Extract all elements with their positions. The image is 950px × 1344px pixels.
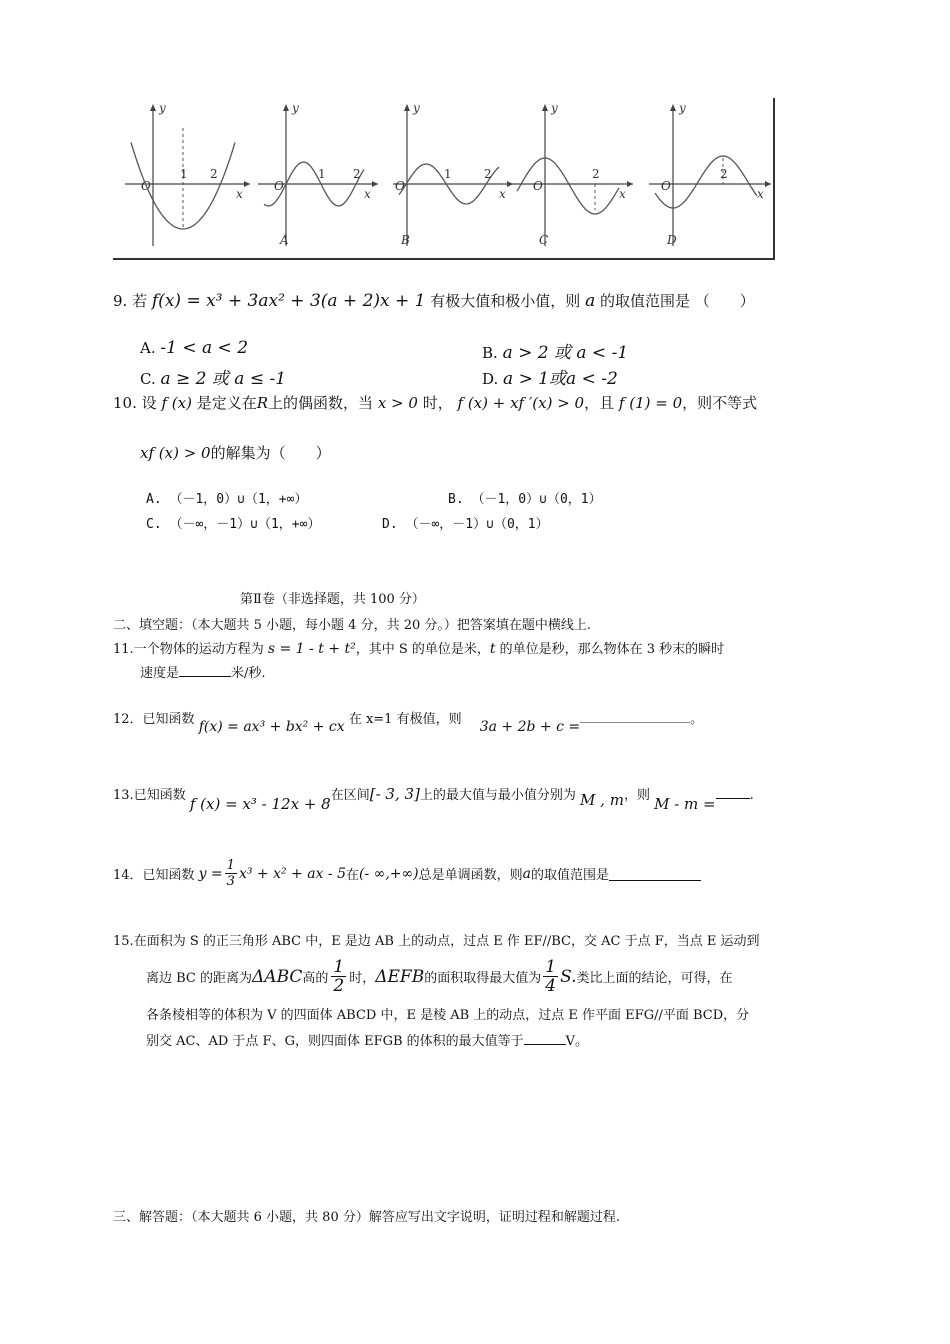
q10-formula: f (x): [161, 394, 192, 412]
q11-line2: [140, 662, 266, 681]
graphs-svg: [113, 98, 773, 258]
q10-line2: [140, 442, 331, 463]
y-axis-arrow-icon: [150, 104, 156, 111]
q14-text: 的取值范围是: [531, 868, 610, 883]
axis-label-x: x: [757, 187, 764, 201]
q15-text: 离边 BC 的距离为: [146, 971, 253, 986]
q12-text: 在 x=1 有极值，则: [348, 712, 462, 727]
q12-formula: 3a + 2b + c =: [479, 719, 581, 735]
fraction-numerator: 1: [226, 858, 235, 873]
answer-blank[interactable]: [179, 662, 231, 677]
q10-option-b: [448, 488, 602, 507]
fraction-denominator: 4: [545, 976, 557, 996]
q10-text: ，且: [584, 394, 615, 412]
q10-formula: x > 0: [377, 394, 418, 412]
part2-title: 第Ⅱ卷（非选择题，共 100 分）: [240, 592, 425, 607]
q10-formula: f (1) = 0: [618, 394, 683, 412]
graph-label-a: A: [280, 233, 289, 247]
q15-fraction-half: [331, 958, 346, 995]
option-label: A.: [146, 492, 162, 507]
axis-label-y: y: [413, 101, 420, 115]
q9-prefix: 若: [132, 292, 148, 310]
question-11: [113, 638, 724, 657]
axis-label-x: x: [364, 187, 371, 201]
q15-text: 别交 AC、AD 于点 F、G，则四面体 EFGB 的体积的最大值等于: [146, 1034, 524, 1049]
answer-blank[interactable]: [524, 1030, 566, 1045]
option-text: （－∞，－1）∪（0，1）: [405, 517, 549, 532]
fraction-numerator: 1: [333, 957, 345, 977]
q9-formula: f(x) = x³ + 3ax² + 3(a + 2)x + 1: [151, 291, 426, 311]
q12-text: 已知函数: [142, 712, 195, 727]
question-15: [113, 930, 759, 949]
q9-tail: 的取值范围是 （ ）: [599, 292, 755, 310]
q11-text: ，其中 S 的单位是米，: [355, 642, 490, 657]
q10-text: 上的偶函数，当: [268, 394, 374, 412]
option-text: （－1，0）∪（0，1）: [471, 492, 602, 507]
q15-s: S.: [560, 966, 577, 987]
x-axis-arrow-icon: [244, 181, 250, 187]
fill-in-section-heading: 二、填空题：（本大题共 5 小题，每小题 4 分，共 20 分。）把答案填在题中横线上.: [113, 618, 592, 633]
q10-option-d: [382, 513, 549, 532]
q13-text: .: [749, 788, 754, 803]
question-10: [113, 392, 757, 413]
tick-label-2: 2: [592, 167, 600, 181]
q13-interval: [- 3, 3]: [369, 785, 420, 803]
origin-label: O: [141, 179, 151, 193]
q9-option-b: [482, 338, 628, 363]
q11-text: 一个物体的运动方程为: [133, 642, 264, 657]
x-axis-arrow-icon: [372, 181, 378, 187]
option-label: B.: [448, 492, 464, 507]
q13-mm: M , m: [580, 791, 624, 809]
q14-text: 总是单调函数，则: [418, 868, 523, 883]
q14-fraction: [225, 858, 237, 889]
q11-text: 的单位是秒，那么物体在 3 秒末的瞬时: [495, 642, 725, 657]
q11-number: 11.: [113, 642, 134, 657]
graph-figures: [113, 98, 775, 260]
answer-blank[interactable]: [609, 866, 701, 881]
q15-fraction-quarter: [543, 958, 558, 995]
q14-interval: (- ∞,+∞): [359, 865, 419, 882]
question-14: [113, 858, 701, 889]
option-text: （－∞，－1）∪（1，+∞）: [169, 517, 321, 532]
q11-text: 米/秒.: [231, 666, 266, 681]
graph-label-b: B: [401, 233, 410, 247]
option-text: a > 2 或 a < -1: [502, 343, 629, 363]
option-text: -1 < a < 2: [160, 338, 249, 358]
q10-text: 设: [141, 394, 157, 412]
origin-label: O: [661, 179, 671, 193]
option-text: （－1，0）∪（1，+∞）: [169, 492, 308, 507]
tick-label-1: 1: [180, 167, 188, 181]
q9-option-a: [140, 338, 248, 358]
tick-label-2: 2: [484, 167, 492, 181]
q9-number: 9.: [113, 292, 128, 310]
origin-label: O: [395, 179, 405, 193]
option-label: D.: [382, 517, 398, 532]
axis-label-x: x: [236, 187, 243, 201]
q12-text: 。: [690, 712, 704, 727]
fraction-denominator: 2: [333, 976, 345, 996]
q11-text: 速度是: [140, 666, 180, 681]
q10-option-a: [146, 488, 307, 507]
axis-label-y: y: [679, 101, 686, 115]
option-text: a ≥ 2 或 a ≤ -1: [160, 369, 287, 389]
option-text: a > 1或a < -2: [503, 369, 618, 389]
q10-formula: f (x) + xf ′(x) > 0: [457, 394, 585, 412]
tick-label-1: 1: [444, 167, 452, 181]
q15-text: 在面积为 S 的正三角形 ABC 中，E 是边 AB 上的动点，过点 E 作 EF//BC，交 AC 于点 F，当点 E 运动到: [133, 934, 760, 949]
origin-label: O: [533, 179, 543, 193]
q14-var-a: a: [522, 865, 531, 882]
option-label: A.: [140, 339, 156, 357]
q13-text: 已知函数: [133, 788, 186, 803]
question-12: [113, 708, 704, 735]
q10-text: ，则不等式: [682, 394, 758, 412]
q11-var-t: t: [489, 641, 496, 657]
q10-set-r: R: [256, 394, 269, 412]
option-label: D.: [482, 370, 499, 388]
q15-line2: [146, 958, 733, 995]
option-label: C.: [140, 370, 156, 388]
q10-number: 10.: [113, 394, 137, 412]
q15-line3: 各条棱相等的体积为 V 的四面体 ABCD 中，E 是棱 AB 上的动点，过点 E 作平面 EFG//平面 BCD，分: [146, 1008, 750, 1023]
y-axis-arrow-icon: [670, 104, 676, 111]
q10-text: 的解集为（ ）: [210, 444, 331, 462]
y-axis-arrow-icon: [283, 104, 289, 111]
option-label: C.: [146, 517, 162, 532]
q15-text: 的面积取得最大值为: [424, 971, 542, 986]
answer-blank[interactable]: [716, 784, 750, 799]
q12-formula: f(x) = ax³ + bx² + cx: [198, 719, 345, 735]
tick-label-1: 1: [318, 167, 326, 181]
option-label: B.: [482, 344, 498, 362]
q13-number: 13.: [113, 788, 134, 803]
graph-label-c: C: [539, 233, 549, 247]
x-axis-arrow-icon: [627, 181, 633, 187]
q9-option-c: [140, 364, 286, 389]
tick-label-2: 2: [210, 167, 218, 181]
answer-blank[interactable]: [580, 708, 690, 723]
tick-label-2: 2: [353, 167, 361, 181]
q14-y: y =: [198, 865, 223, 882]
fraction-numerator: 1: [545, 957, 557, 977]
q13-text: 上的最大值与最小值分别为: [419, 788, 576, 803]
graph-label-d: D: [667, 233, 677, 247]
q15-text: 类比上面的结论，可得，在: [576, 971, 733, 986]
q10-text: 时，: [422, 394, 453, 412]
q15-text: V。: [565, 1034, 589, 1049]
q10-text: 是定义在: [196, 394, 257, 412]
q15-number: 15.: [113, 934, 134, 949]
q14-formula: x³ + x² + ax - 5: [238, 865, 346, 882]
q15-text: 高的: [302, 971, 329, 986]
tick-label-2: 2: [720, 167, 728, 181]
q14-text: 已知函数: [142, 868, 195, 883]
x-axis-arrow-icon: [765, 181, 771, 187]
q13-formula: M - m =: [654, 795, 716, 813]
axis-label-x: x: [499, 187, 506, 201]
q9-suffix: 有极大值和极小值，则: [430, 292, 581, 310]
q10-formula: xf (x) > 0: [140, 444, 211, 462]
q9-var: a: [585, 291, 596, 311]
axis-label-x: x: [619, 187, 626, 201]
q13-text: 在区间: [330, 788, 370, 803]
axis-label-y: y: [551, 101, 558, 115]
q14-number: 14．: [113, 868, 143, 883]
q13-text: ，则: [623, 788, 650, 803]
q15-triangle-abc: ΔABC: [252, 966, 303, 987]
fraction-denominator: 3: [226, 874, 235, 889]
axis-label-y: y: [159, 101, 166, 115]
q13-formula: f (x) = x³ - 12x + 8: [189, 795, 331, 813]
origin-label: O: [274, 179, 284, 193]
y-axis-arrow-icon: [542, 104, 548, 111]
q15-line4: [146, 1030, 588, 1049]
solution-section-heading: 三、解答题：（本大题共 6 小题，共 80 分）解答应写出文字说明，证明过程和解题过程.: [113, 1210, 620, 1225]
q12-number: 12．: [113, 712, 143, 727]
q9-option-d: [482, 364, 618, 389]
q15-text: 时，: [349, 971, 376, 986]
axis-label-y: y: [292, 101, 299, 115]
question-13: [113, 784, 754, 813]
q15-triangle-efb: ΔEFB: [375, 966, 425, 987]
q11-formula: s = 1 - t + t²: [267, 641, 356, 657]
function-curve: [131, 143, 235, 230]
q14-text: 在: [346, 868, 360, 883]
y-axis-arrow-icon: [404, 104, 410, 111]
q10-option-c: [146, 513, 320, 532]
question-9: [113, 290, 755, 311]
